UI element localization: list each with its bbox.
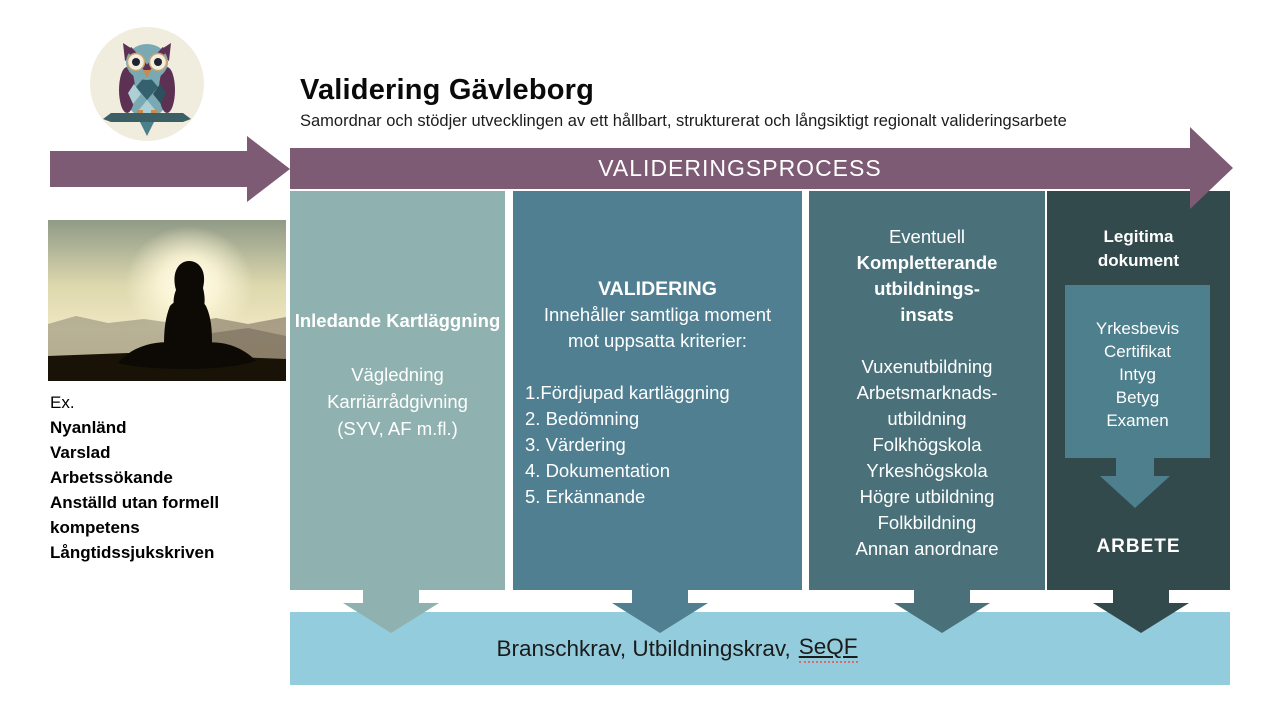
column-sub-line: mot uppsatta kriterier: xyxy=(568,330,747,351)
step-item: 3. Värdering xyxy=(525,434,626,455)
document-item: Betyg xyxy=(1115,388,1160,407)
step-item: 5. Erkännande xyxy=(525,486,646,507)
page-subtitle: Samordnar och stödjer utvecklingen av ett hållbart, strukturerat och långsiktigt regionalt valideringsarbete xyxy=(300,112,1067,130)
document-item: Certifikat xyxy=(1103,342,1172,361)
provider-line: Arbetsmarknads- xyxy=(856,382,998,403)
document-item: Intyg xyxy=(1119,365,1156,384)
provider-line: utbildning xyxy=(887,408,967,429)
column-heading: Inledande Kartläggning xyxy=(294,310,501,331)
audience-item: Nyanländ xyxy=(50,418,127,437)
column-intro: Eventuell xyxy=(888,226,966,247)
column-body-line: (SYV, AF m.fl.) xyxy=(337,418,458,439)
document-item: Examen xyxy=(1106,411,1169,430)
outcome-label: ARBETE xyxy=(1096,536,1181,557)
column-validering xyxy=(513,191,802,590)
owl-logo-icon xyxy=(87,24,207,150)
audience-item: Långtidssjukskriven xyxy=(50,543,215,562)
audience-item: Anställd utan formell kompetens xyxy=(50,493,220,537)
column-heading-line: insats xyxy=(900,304,954,325)
provider-line: Folkbildning xyxy=(877,512,977,533)
documents-box xyxy=(1065,285,1210,458)
column-sub-line: Innehåller samtliga moment xyxy=(543,304,772,325)
down-arrow-icon xyxy=(894,590,990,633)
provider-line: Vuxenutbildning xyxy=(861,356,993,377)
footer-text: Branschkrav, Utbildningskrav, xyxy=(496,635,791,661)
process-banner xyxy=(290,148,1190,189)
audience-item: Arbetssökande xyxy=(50,468,173,487)
down-arrow-icon xyxy=(343,590,439,633)
step-item: 1.Fördjupad kartläggning xyxy=(525,382,730,403)
column-legitima-dokument xyxy=(1047,191,1230,590)
audience-item: Varslad xyxy=(50,443,111,462)
documents-down-arrow-icon xyxy=(1100,458,1170,508)
intake-arrowhead-icon xyxy=(247,136,290,202)
page-title: Validering Gävleborg xyxy=(300,74,595,106)
intake-arrow-icon xyxy=(50,151,247,187)
banner-arrowhead-icon xyxy=(1190,127,1233,209)
validering-steps xyxy=(513,380,802,510)
column-heading-line: Kompletterande xyxy=(856,252,998,273)
column-heading: VALIDERING xyxy=(598,278,717,300)
step-item: 2. Bedömning xyxy=(525,408,640,429)
document-item: Yrkesbevis xyxy=(1095,319,1180,338)
step-item: 4. Dokumentation xyxy=(525,460,671,481)
down-arrow-icon xyxy=(1093,590,1189,633)
column-body-line: Vägledning xyxy=(351,364,444,385)
column-kompletterande-utbildning xyxy=(809,191,1045,590)
column-body-line: Karriärrådgivning xyxy=(327,391,468,412)
provider-line: Yrkeshögskola xyxy=(866,460,988,481)
column-heading-line: utbildnings- xyxy=(874,278,980,299)
column-heading-line: Legitima xyxy=(1103,227,1174,246)
provider-line: Folkhögskola xyxy=(872,434,982,455)
provider-list xyxy=(809,354,1045,562)
meditation-photo-image xyxy=(48,220,286,381)
down-arrow-icon xyxy=(612,590,708,633)
seqf-link[interactable]: SeQF xyxy=(799,634,858,663)
column-heading-line: dokument xyxy=(1097,251,1180,270)
provider-line: Högre utbildning xyxy=(859,486,995,507)
audience-intro: Ex. xyxy=(50,393,75,412)
provider-line: Annan anordnare xyxy=(855,538,999,559)
audience-list xyxy=(50,390,246,565)
column-inledande-kartlaggning xyxy=(290,191,505,590)
process-banner-label: VALIDERINGSPROCESS xyxy=(598,155,882,181)
